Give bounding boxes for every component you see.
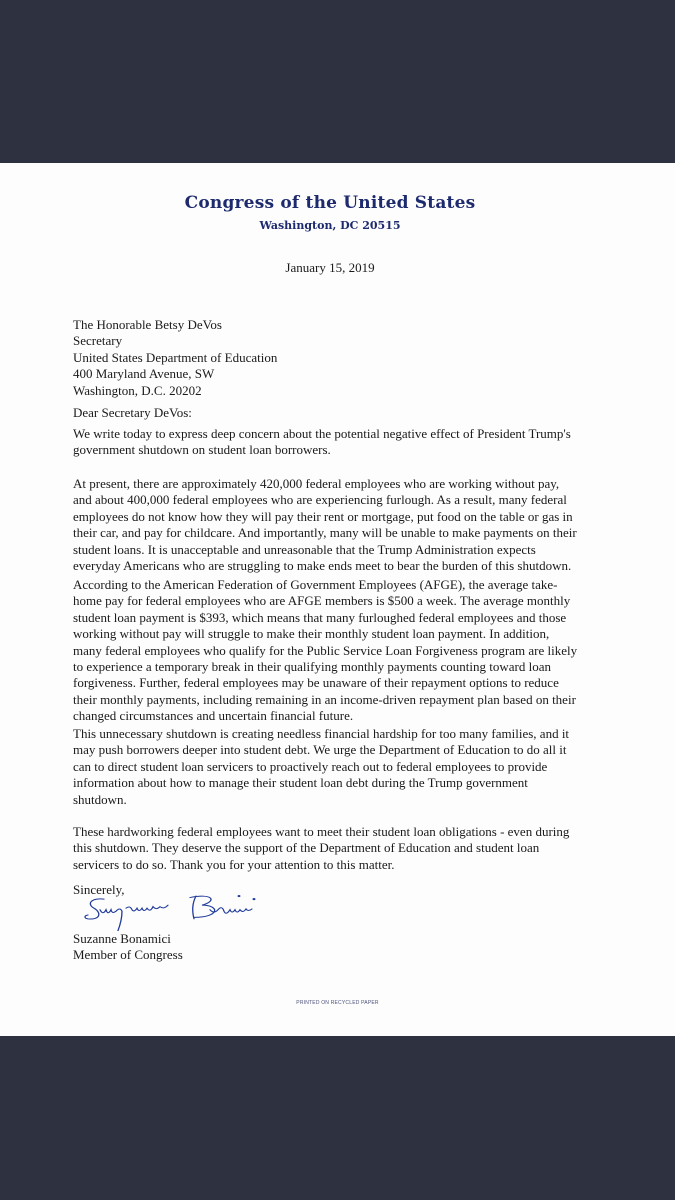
paragraph-line: employees do not know how they will pay their rent or mortgage, put food on the table or gas in	[73, 508, 573, 524]
salutation: Dear Secretary DeVos:	[73, 405, 192, 420]
paragraph-line: servicers to do so. Thank you for your attention to this matter.	[73, 856, 395, 872]
paragraph	[73, 577, 577, 725]
paragraph-line: According to the American Federation of Government Employees (AFGE), the average take-	[73, 577, 558, 592]
paragraph-line: changed circumstances and uncertain financial future.	[73, 708, 354, 724]
paragraph-line: government shutdown on student loan borrowers.	[73, 442, 331, 458]
paragraph-line: This unnecessary shutdown is creating needless financial hardship for too many families, and it	[73, 726, 570, 741]
address-line: Washington, D.C. 20202	[73, 382, 202, 398]
closing: Sincerely,	[73, 882, 125, 897]
address-line: Secretary	[73, 333, 123, 349]
letter-date: January 15, 2019	[285, 260, 375, 275]
paragraph-line: We write today to express deep concern about the potential negative effect of President Trump's	[73, 426, 571, 441]
paragraph-line: shutdown.	[73, 791, 127, 807]
paragraph-line: and about 400,000 federal employees who are experiencing furlough. As a result, many federal	[73, 492, 567, 508]
paragraph	[73, 476, 577, 574]
letterhead-title: Congress of the United States	[184, 193, 476, 213]
paragraph-line: At present, there are approximately 420,000 federal employees who are working without pay,	[73, 476, 560, 491]
address-line: United States Department of Education	[73, 349, 278, 365]
signer-block	[73, 931, 183, 964]
paragraph-line: many federal employees who qualify for the Public Service Loan Forgiveness program are likely	[73, 642, 578, 658]
signature-image	[82, 893, 322, 931]
paragraph-line: information about how to manage their student loan debt during the Trump government	[73, 775, 528, 791]
recycled-paper-footer: PRINTED ON RECYCLED PAPER	[296, 1000, 379, 1006]
paragraph-line: student loans. It is unacceptable and unreasonable that the Trump Administration expects	[73, 541, 536, 557]
address-line: 400 Maryland Avenue, SW	[73, 366, 215, 382]
paragraph-line: forgiveness. Further, federal employees may be unaware of their repayment options to reduce	[73, 675, 559, 691]
paragraph-line: home pay for federal employees who are AFGE members is $500 a week. The average monthly	[73, 593, 571, 609]
paragraph	[73, 426, 571, 459]
paragraph-line: can to direct student loan servicers to proactively reach out to federal employees to provide	[73, 758, 548, 774]
paragraph-line: These hardworking federal employees want to meet their student loan obligations - even during	[73, 824, 570, 839]
signer-title: Member of Congress	[73, 947, 183, 963]
paragraph-line: working without pay will struggle to make their monthly student loan payment. In addition,	[73, 626, 550, 642]
paragraph	[73, 726, 569, 808]
paragraph-line: to experience a temporary break in their qualifying monthly payments counting toward loan	[73, 658, 551, 674]
paragraph-line: their monthly payments, including remaining in an income-driven repayment plan based on their	[73, 691, 576, 707]
paragraph-line: student loan payment is $393, which means that many furloughed federal employees and those	[73, 609, 567, 625]
recipient-address	[73, 317, 277, 399]
letterhead-city: Washington, DC 20515	[259, 219, 401, 232]
letter-page	[0, 163, 675, 1036]
paragraph-line: their car, and pay for childcare. And importantly, many will be unable to make payments on their	[73, 525, 577, 541]
paragraph-line: may push borrowers deeper into student debt. We urge the Department of Education to do all it	[73, 742, 567, 758]
address-line: The Honorable Betsy DeVos	[73, 317, 222, 332]
paragraph	[73, 824, 569, 873]
paragraph-line: this shutdown. They deserve the support of the Department of Education and student loan	[73, 840, 540, 856]
signer-name: Suzanne Bonamici	[73, 931, 171, 946]
paragraph-line: everyday Americans who are struggling to make ends meet to bear the burden of this shutdown.	[73, 557, 572, 573]
